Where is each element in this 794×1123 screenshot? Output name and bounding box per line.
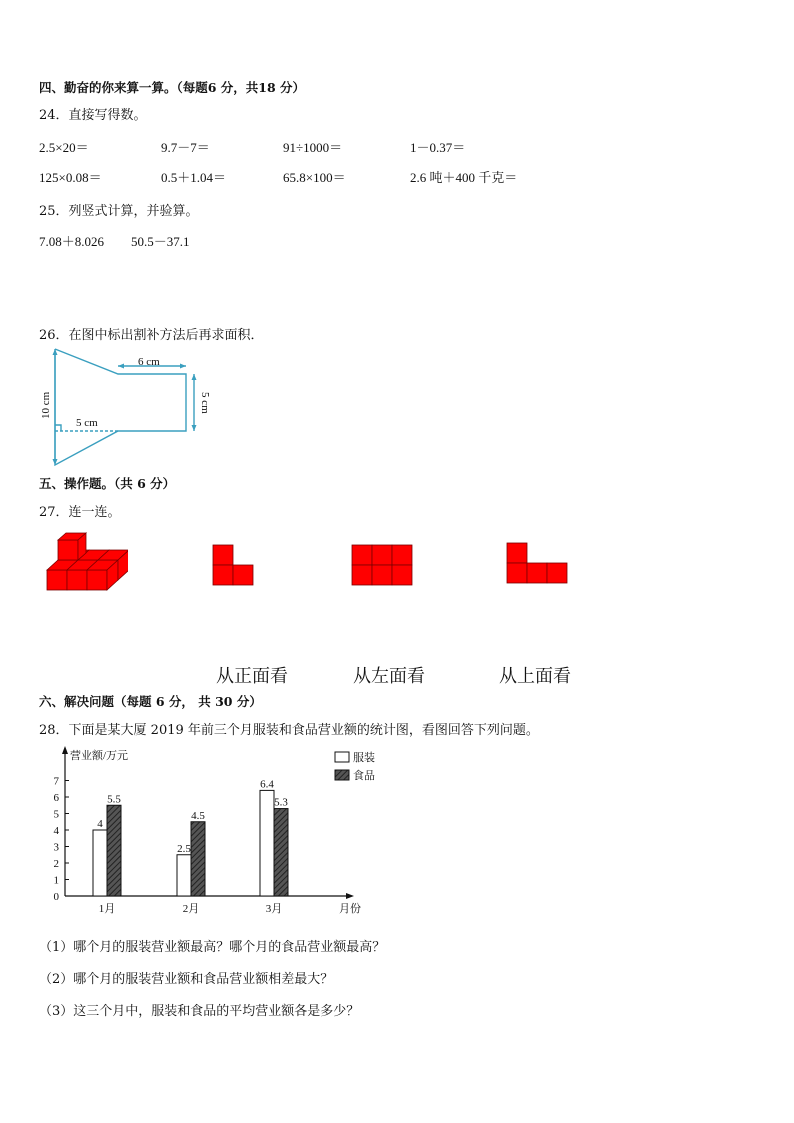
data-label: 2.5 bbox=[177, 842, 191, 855]
section-5-title: 五、操作题。（共 6 分） bbox=[39, 476, 176, 491]
bar-food-1 bbox=[107, 805, 121, 896]
right-angle-mark bbox=[55, 425, 61, 431]
q28-label: 28．下面是某大厦 2019 年前三个月服装和食品营业额的统计图，看图回答下列问题。 bbox=[39, 723, 539, 738]
q25-item-1: 7.08＋8.026 bbox=[39, 234, 105, 249]
x-axis-label: 月份 bbox=[339, 903, 361, 915]
view-shape-1 bbox=[212, 544, 256, 586]
y-tick-label: 2 bbox=[53, 858, 59, 870]
y-tick-label: 7 bbox=[53, 775, 59, 788]
label-top: 6 cm bbox=[138, 356, 160, 368]
y-tick-label: 5 bbox=[53, 808, 59, 821]
calc-r1-1: 2.5×20＝ bbox=[39, 140, 89, 155]
data-label: 5.5 bbox=[107, 793, 121, 806]
view-label-front: 从正面看 bbox=[216, 666, 288, 687]
view-shape-2 bbox=[351, 544, 413, 586]
q24-label: 24．直接写得数。 bbox=[39, 108, 147, 123]
q25-item-2: 50.5－37.1 bbox=[131, 234, 190, 249]
calc-r1-2: 9.7－7＝ bbox=[161, 140, 210, 155]
calc-r2-4: 2.6 吨＋400 千克＝ bbox=[410, 170, 518, 185]
q26-label: 26．在图中标出割补方法后再求面积． bbox=[39, 328, 264, 343]
legend-label-food: 食品 bbox=[353, 770, 375, 782]
bar-clothing-2 bbox=[177, 855, 191, 896]
y-axis-arrow bbox=[62, 746, 68, 754]
view-label-left: 从左面看 bbox=[353, 666, 425, 687]
calc-r1-4: 1－0.37＝ bbox=[410, 140, 466, 155]
legend-label-clothing: 服装 bbox=[353, 752, 375, 764]
bar-food-2 bbox=[191, 822, 205, 896]
x-tick-label: 1月 bbox=[98, 903, 116, 915]
data-label: 5.3 bbox=[274, 796, 288, 809]
calc-r2-2: 0.5＋1.04＝ bbox=[161, 170, 227, 185]
data-label: 4 bbox=[97, 818, 103, 830]
view-shape-3 bbox=[506, 542, 570, 584]
section-6-title: 六、解决问题（每题 6 分， 共 30 分） bbox=[39, 694, 262, 709]
y-tick-label: 1 bbox=[53, 874, 59, 887]
q25-label: 25．列竖式计算，并验算。 bbox=[39, 204, 199, 219]
calc-r2-3: 65.8×100＝ bbox=[283, 170, 346, 185]
revenue-bar-chart bbox=[30, 742, 380, 920]
label-right: 5 cm bbox=[199, 392, 211, 414]
y-tick-label: 3 bbox=[53, 841, 59, 854]
calc-r2-1: 125×0.08＝ bbox=[39, 170, 102, 185]
view-label-top: 从上面看 bbox=[499, 666, 571, 687]
section-4-title: 四、勤奋的你来算一算。（每题6 分，共18 分） bbox=[39, 80, 306, 95]
q28-sub-2: （2）哪个月的服装营业额和食品营业额相差最大？ bbox=[39, 972, 334, 987]
x-tick-label: 2月 bbox=[182, 903, 200, 915]
y-tick-label: 4 bbox=[53, 825, 59, 837]
calc-r1-3: 91÷1000＝ bbox=[283, 140, 343, 155]
x-tick-label: 3月 bbox=[265, 903, 283, 915]
y-axis-label: 营业额/万元 bbox=[70, 750, 129, 762]
q28-sub-1: （1）哪个月的服装营业额最高？哪个月的食品营业额最高？ bbox=[39, 940, 386, 955]
bar-clothing-1 bbox=[93, 830, 107, 896]
bar-food-3 bbox=[274, 809, 288, 896]
trapezoid-figure bbox=[36, 345, 236, 469]
q28-sub-3: （3）这三个月中，服装和食品的平均营业额各是多少？ bbox=[39, 1004, 360, 1019]
q27-label: 27．连一连。 bbox=[39, 505, 121, 520]
label-left: 10 cm bbox=[40, 391, 52, 419]
data-label: 6.4 bbox=[260, 778, 274, 791]
y-tick-label: 6 bbox=[53, 792, 59, 804]
data-label: 4.5 bbox=[191, 809, 205, 822]
x-axis-arrow bbox=[346, 893, 354, 899]
y-tick-label: 0 bbox=[53, 891, 59, 903]
cube-stack-3d bbox=[44, 532, 128, 594]
label-bottom: 5 cm bbox=[76, 417, 98, 429]
bar-clothing-3 bbox=[260, 790, 274, 896]
